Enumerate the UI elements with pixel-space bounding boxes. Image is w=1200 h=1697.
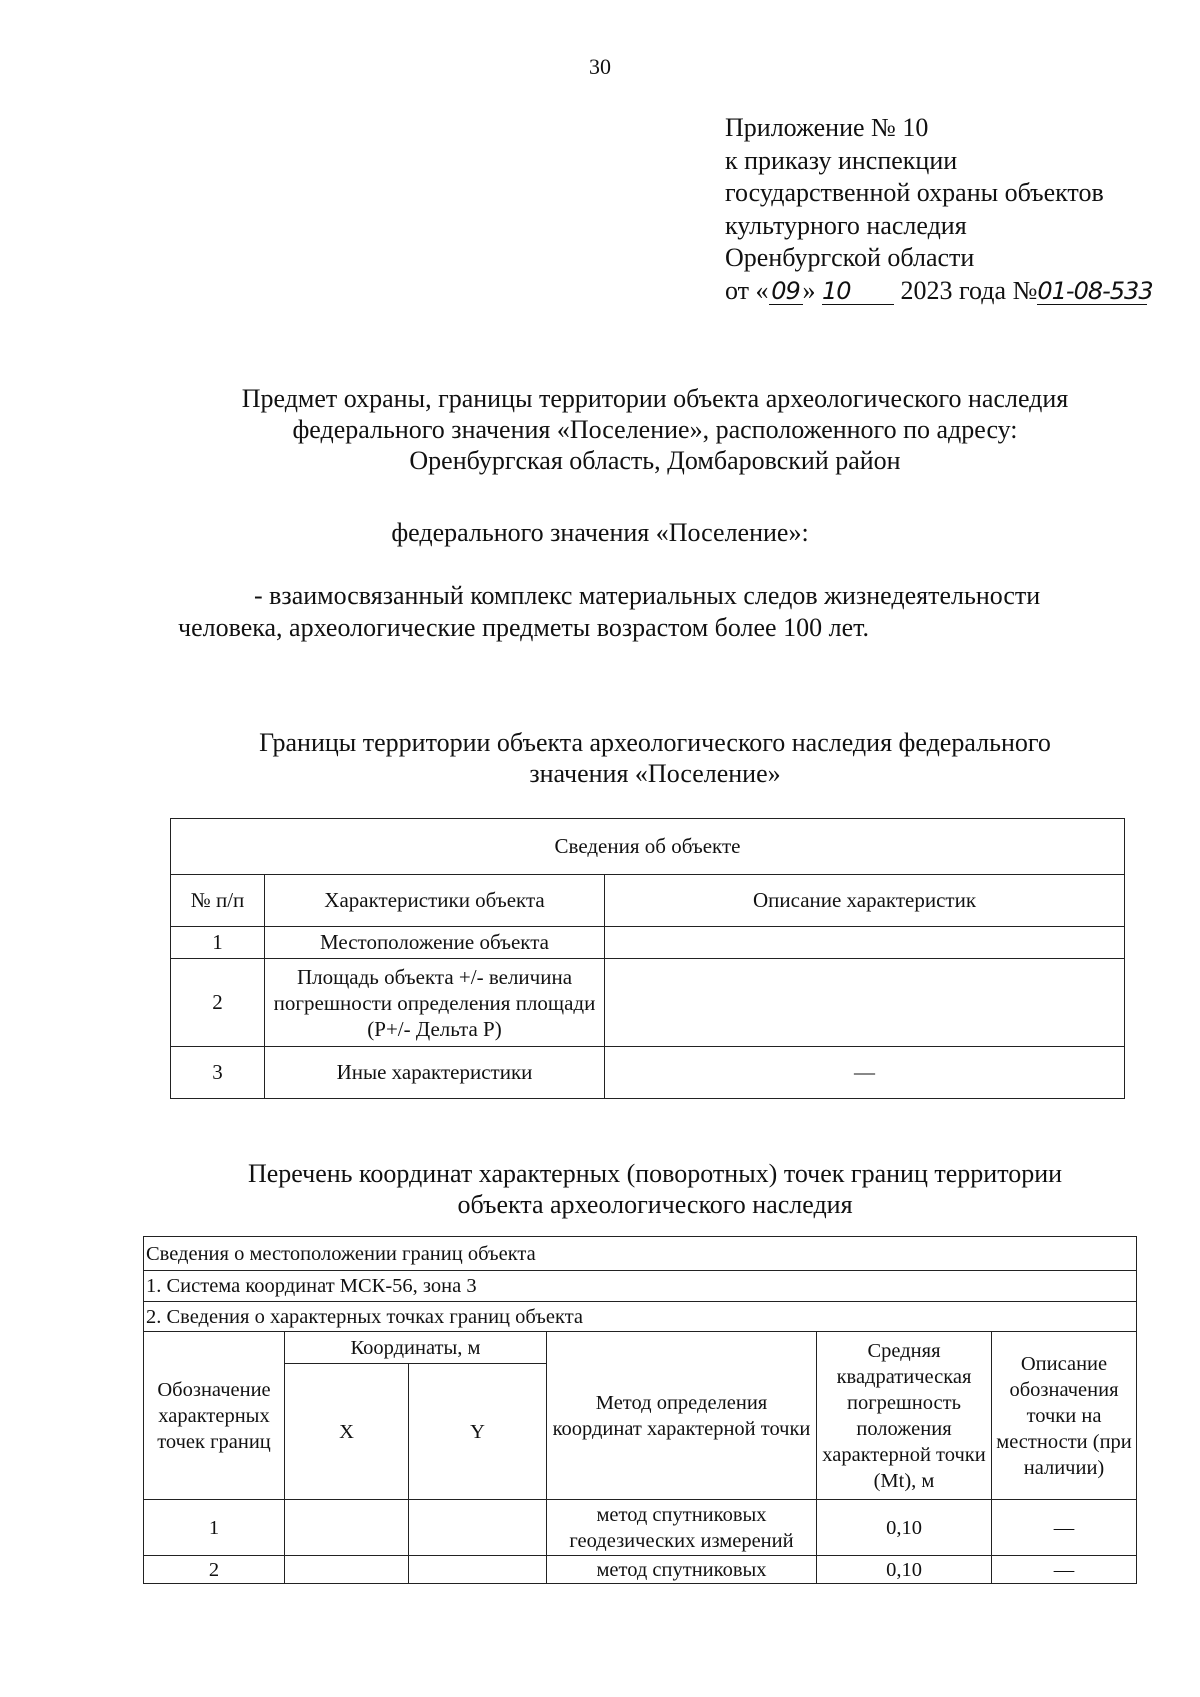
table-row (171, 959, 1125, 1047)
coordinates-table (143, 1236, 1137, 1584)
coordinates-heading (150, 1158, 1160, 1220)
point-error: 0,10 (817, 1556, 992, 1584)
title-line-1: Предмет охраны, границы территории объекта археологического наследия (241, 384, 1069, 413)
title-line-2: федерального значения «Поселение», расположенного по адресу: (292, 415, 1018, 444)
boundaries-heading (160, 727, 1150, 789)
points-info-row: 2. Сведения о характерных точках границ объекта (144, 1302, 1137, 1332)
boundaries-heading-line-2: значения «Поселение» (529, 759, 781, 788)
header-characteristics: Характеристики объекта (265, 875, 605, 927)
protection-subject-heading: федерального значения «Поселение»: (391, 518, 809, 547)
appendix-header (725, 112, 1153, 307)
point-y (409, 1500, 547, 1556)
title-line-3: Оренбургская область, Домбаровский район (409, 446, 901, 475)
point-id: 1 (144, 1500, 285, 1556)
row-num: 1 (171, 927, 265, 959)
appendix-line-4: культурного наследия (725, 210, 967, 240)
object-info-caption: Сведения об объекте (171, 819, 1125, 875)
document-title (160, 383, 1150, 476)
protection-subject-paragraph (178, 580, 1128, 644)
header-y: Y (409, 1364, 547, 1500)
appendix-line-5: Оренбургской области (725, 243, 975, 272)
point-id: 2 (144, 1556, 285, 1584)
point-description: — (992, 1500, 1137, 1556)
row-desc: — (605, 1047, 1125, 1099)
table-row (144, 1556, 1137, 1584)
date-year: 2023 года № (900, 275, 1038, 305)
header-error: Средняя квадратическая погрешность положения характерной точки (Mt), м (817, 1332, 992, 1500)
coordinates-heading-line-2: объекта археологического наследия (457, 1190, 853, 1219)
date-month: 10 (822, 278, 894, 305)
table-row (171, 927, 1125, 959)
point-error: 0,10 (817, 1500, 992, 1556)
header-point-description: Описание обозначения точки на местности (при наличии) (992, 1332, 1137, 1500)
date-prefix: от « (725, 275, 769, 305)
date-day: 09 (769, 278, 803, 305)
appendix-line-3: государственной охраны объектов (725, 178, 1104, 207)
header-description: Описание характеристик (605, 875, 1125, 927)
location-row: Сведения о местоположении границ объекта (144, 1237, 1137, 1271)
header-num: № п/п (171, 875, 265, 927)
point-description: — (992, 1556, 1137, 1584)
header-method: Метод определения координат характерной точки (547, 1332, 817, 1500)
order-number: 01-08-533 (1037, 276, 1153, 305)
appendix-date-line (725, 275, 1153, 308)
header-designation: Обозначение характерных точек границ (144, 1332, 285, 1500)
point-y (409, 1556, 547, 1584)
appendix-line-1: Приложение № 10 (725, 113, 929, 142)
paragraph-line-2: человека, археологические предметы возрастом более 100 лет. (178, 613, 870, 642)
row-name: Площадь объекта +/- величина погрешности определения площади (Р+/- Дельта Р) (265, 959, 605, 1047)
object-info-table (170, 818, 1125, 1099)
boundaries-heading-line-1: Границы территории объекта археологического наследия федерального (259, 728, 1051, 757)
point-x (285, 1556, 409, 1584)
point-method: метод спутниковых (547, 1556, 817, 1584)
date-mid: » (802, 275, 816, 305)
appendix-line-2: к приказу инспекции (725, 145, 958, 175)
coordinate-system-row: 1. Система координат МСК-56, зона 3 (144, 1271, 1137, 1302)
row-num: 2 (171, 959, 265, 1047)
header-x: X (285, 1364, 409, 1500)
table-row (144, 1500, 1137, 1556)
page-number: 30 (589, 54, 611, 79)
row-name: Местоположение объекта (265, 927, 605, 959)
point-method: метод спутниковых геодезических измерений (547, 1500, 817, 1556)
table-row (171, 1047, 1125, 1099)
coordinates-heading-line-1: Перечень координат характерных (поворотных) точек границ территории (247, 1159, 1063, 1188)
point-x (285, 1500, 409, 1556)
row-name: Иные характеристики (265, 1047, 605, 1099)
row-num: 3 (171, 1047, 265, 1099)
row-desc (605, 959, 1125, 1047)
header-coordinates: Координаты, м (285, 1332, 547, 1364)
row-desc (605, 927, 1125, 959)
paragraph-line-1: - взаимосвязанный комплекс материальных следов жизнедеятельности (254, 581, 1041, 610)
